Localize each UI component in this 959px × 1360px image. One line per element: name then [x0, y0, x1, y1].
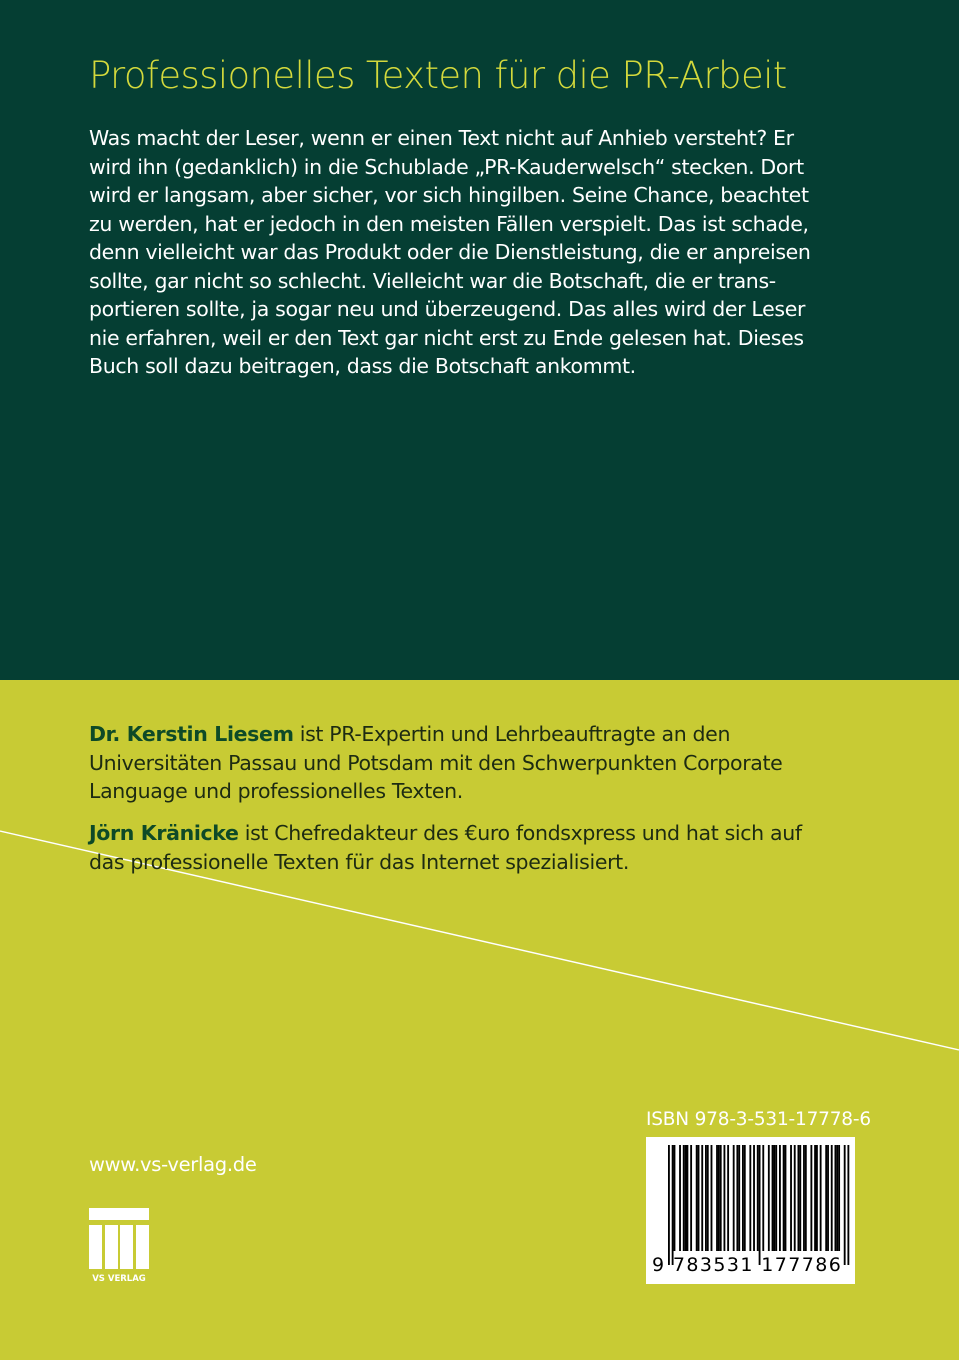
blurb-line: Buch soll dazu beitragen, dass die Botschaft ankommt.	[89, 354, 636, 378]
barcode-bar	[772, 1145, 774, 1251]
book-title: Professionelles Texten für die PR-Arbeit	[89, 54, 787, 97]
publisher-website[interactable]: www.vs-verlag.de	[89, 1153, 257, 1176]
barcode-digits: 9 783531 177786	[652, 1254, 843, 1276]
barcode-bar	[799, 1145, 801, 1251]
barcode-bar	[835, 1145, 837, 1251]
barcode-bar	[668, 1145, 670, 1265]
bio-line: Language und professionelles Texten.	[89, 779, 463, 803]
barcode-bar	[757, 1145, 759, 1251]
barcode-bar	[814, 1145, 816, 1251]
barcode-bar	[762, 1145, 764, 1251]
vs-verlag-logo	[89, 1208, 151, 1284]
barcode-bar	[742, 1145, 744, 1251]
barcode-bar	[711, 1145, 713, 1251]
barcode-bar	[783, 1145, 785, 1251]
barcode-bar	[816, 1145, 818, 1251]
barcode-bar	[803, 1145, 805, 1251]
barcode-bar	[749, 1145, 751, 1251]
blurb-line: wird ihn (gedanklich) in die Schublade „PR-Kauderwelsch“ stecken. Dort	[89, 154, 804, 179]
barcode-bar	[810, 1145, 812, 1251]
barcode-bar	[701, 1145, 703, 1251]
barcode-bar	[698, 1145, 700, 1251]
blurb-line: Was macht der Leser, wenn er einen Text nicht auf Anhieb versteht? Er	[89, 126, 794, 150]
bio-line: das professionelle Texten für das Internet spezialisiert.	[89, 849, 630, 874]
logo-text: VS VERLAG	[92, 1274, 146, 1284]
author-bio-liesem	[89, 720, 889, 806]
barcode-bar	[738, 1145, 740, 1251]
barcode-bar	[716, 1145, 718, 1251]
blurb-line: zu werden, hat er jedoch in den meisten Fällen verspielt. Das ist schade,	[89, 211, 809, 236]
barcode-bar	[790, 1145, 792, 1251]
barcode-bar	[724, 1145, 726, 1251]
author-name: Jörn Kränicke	[89, 821, 239, 845]
barcode-bar	[707, 1145, 709, 1251]
barcode-bar	[679, 1145, 681, 1251]
barcode-bar	[768, 1145, 770, 1251]
barcode-bar	[779, 1145, 781, 1251]
barcode-bar	[773, 1145, 775, 1251]
barcode-bar	[744, 1145, 746, 1251]
barcode-bar	[736, 1145, 738, 1251]
barcode-bar	[785, 1145, 787, 1251]
blurb-text	[89, 124, 869, 381]
bio-line	[89, 819, 889, 848]
barcode-bar	[753, 1145, 755, 1251]
barcode-bar	[827, 1145, 829, 1251]
barcode-bar	[683, 1145, 685, 1251]
barcode-bar	[836, 1145, 838, 1251]
author-name: Dr. Kerstin Liesem	[89, 722, 294, 746]
barcode-bar	[847, 1145, 849, 1265]
barcode-bar	[690, 1145, 692, 1251]
barcode-bar	[696, 1145, 698, 1251]
isbn-text: ISBN 978-3-531-17778-6	[646, 1109, 871, 1130]
author-bio-kraenicke	[89, 819, 889, 876]
barcode-bar	[844, 1145, 846, 1265]
barcode-bar	[775, 1145, 777, 1251]
barcode-bar	[687, 1145, 689, 1251]
barcode-bar	[759, 1145, 761, 1265]
barcode-bar	[674, 1145, 676, 1251]
barcode-bar	[672, 1145, 674, 1265]
barcode-bar	[798, 1145, 800, 1251]
blurb-line: portieren sollte, ja sogar neu und überzeugend. Das alles wird der Leser	[89, 297, 806, 321]
blurb-line: denn vielleicht war das Produkt oder die Dienstleistung, die er anpreisen	[89, 240, 811, 264]
barcode-bar	[733, 1145, 735, 1251]
bio-line: Universitäten Passau und Potsdam mit den Schwerpunkten Corporate	[89, 750, 783, 775]
bio-line	[89, 720, 889, 749]
barcode-bar	[820, 1145, 822, 1251]
barcode-bar	[720, 1145, 722, 1251]
barcode-bar	[685, 1145, 687, 1251]
blurb-line: wird er langsam, aber sicher, vor sich hingilben. Seine Chance, beachtet	[89, 183, 809, 207]
barcode-bar	[705, 1145, 707, 1251]
barcode-bar	[805, 1145, 807, 1251]
bio-text: ist PR-Expertin und Lehrbeauftragte an den	[293, 722, 731, 746]
blurb-line: sollte, gar nicht so schlecht. Vielleicht war die Botschaft, die er trans-	[89, 268, 776, 293]
barcode-bar	[831, 1145, 833, 1251]
blurb-line: nie erfahren, weil er den Text gar nicht erst zu Ende gelesen hat. Dieses	[89, 325, 804, 350]
barcode-bar	[838, 1145, 840, 1251]
barcode-bar	[727, 1145, 729, 1251]
barcode-bar	[825, 1145, 827, 1251]
bio-text: ist Chefredakteur des €uro fondsxpress und hat sich auf	[238, 821, 802, 845]
barcode-bar	[718, 1145, 720, 1251]
barcode-bar	[794, 1145, 796, 1251]
